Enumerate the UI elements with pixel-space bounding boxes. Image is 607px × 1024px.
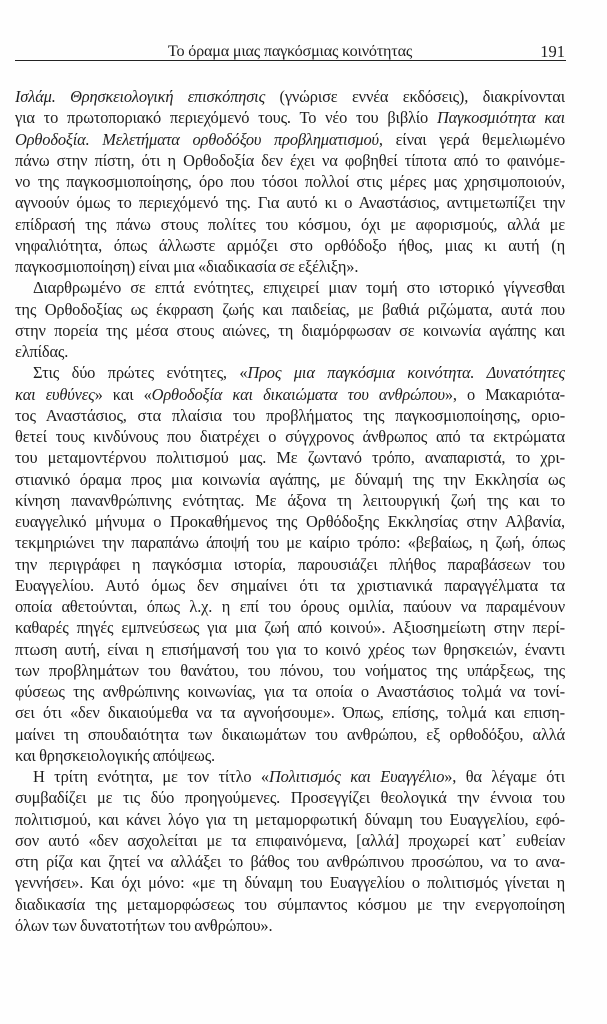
text-span: όλων των δυνατοτήτων του ανθρώπου». xyxy=(15,915,273,935)
text-span: παγκοσμιοποίηση) είναι μια «διαδικασία σε εξέλιξη». xyxy=(15,257,359,276)
text-span: στη ρίζα και ζητεί να αλλάξει το βάθος του ανθρώπινου προσώπου, να το ανα- xyxy=(15,852,565,871)
text-span: της Ορθοδοξίας ως έκφραση ζωής και παιδείας, με βαθιά ριζώματα, αυτά που xyxy=(15,299,565,319)
body-text xyxy=(15,86,565,936)
text-span: ευαγγελικό μήνυμα ο Προκαθήμενος της Ορθόδοξης Εκκλησίας στην Αλβανία, xyxy=(15,512,565,531)
text-span: τος Αναστάσιος, στα πλαίσια του προβλήματος της παγκοσμιοποίησης, οριο- xyxy=(15,405,565,425)
text-line xyxy=(15,894,565,915)
text-span: , είναι γερά θεμελιωμένο xyxy=(378,129,565,149)
text-span: πάνω στην πίστη, ότι η Ορθοδοξία δεν έχει να φοβηθεί τίποτα από το φαινόμε- xyxy=(15,150,565,170)
text-line xyxy=(15,277,565,298)
page-number: 191 xyxy=(540,42,565,61)
header-rule xyxy=(15,60,566,61)
text-span: Στις δύο πρώτες ενότητες, « xyxy=(33,363,248,383)
text-line xyxy=(15,107,565,128)
text-span: νο της παγκοσμιοποίησης, όρο που τόσοι πολλοί στις μέρες μας χρησιμοποιούν, xyxy=(15,172,565,191)
text-span: συμβαδίζει με τις δύο προηγούμενες. Προσεγγίζει θεολογικά την έννοια του xyxy=(15,788,565,808)
text-line xyxy=(15,341,565,362)
text-span: πολιτισμού, και κάνει λόγο για τη μεταμορφωτική δύναμη του Ευαγγελίου, εφό- xyxy=(15,809,565,829)
text-line xyxy=(15,575,565,596)
text-line xyxy=(15,447,565,468)
text-line xyxy=(15,320,565,341)
text-line xyxy=(15,872,565,893)
text-line xyxy=(15,532,565,553)
text-span: Ευαγγελίου. Αυτό όμως δεν σημαίνει ότι τα χριστιανικά παραγγέλματα τα xyxy=(15,575,565,595)
text-line xyxy=(15,851,565,872)
text-span: », ο Μακαριότα- xyxy=(444,384,565,404)
text-line xyxy=(15,681,565,702)
text-span: φύσεως της ανθρώπινης κοινωνίας, για τα οποία ο Αναστάσιος τολμά να τονί- xyxy=(15,682,565,701)
text-span: (γνώρισε εννέα εκδόσεις), διακρίνονται xyxy=(265,87,565,106)
text-span: και θρησκειολογικής απόψεως. xyxy=(15,745,215,765)
text-line xyxy=(15,511,565,532)
text-span: νηφαλιότητα, όπως άλλωστε αρμόζει στο ορθόδοξο ήθος, μιας κι αυτή (η xyxy=(15,235,565,255)
text-line xyxy=(15,596,565,617)
text-line xyxy=(15,192,565,213)
text-line xyxy=(15,660,565,681)
text-span: για το πρωτοποριακό περιεχόμενό τους. Το νέο του βιβλίο xyxy=(15,108,437,128)
text-span: αγνοούν όμως το περιεχόμενό της. Για αυτό κι ο Αναστάσιος, αντιμετωπίζει την xyxy=(15,193,565,213)
text-line xyxy=(15,299,565,320)
italic-title-span: και ευθύνες xyxy=(15,384,95,404)
italic-title-span: Ισλάμ. Θρησκειολογική επισκόπησις xyxy=(15,87,266,106)
text-line xyxy=(15,766,565,787)
text-span: τεκμηριώνει την παραπάνω άποψή του με καίριο τρόπο: «βεβαίως, η ζωή, όπως xyxy=(15,533,565,553)
text-line xyxy=(15,469,565,490)
text-span: Διαρθρωμένο σε επτά ενότητες, επιχειρεί μιαν τομή στο ιστορικό γίγνεσθαι xyxy=(33,278,565,298)
text-line xyxy=(15,787,565,808)
text-span: των προβλημάτων του θανάτου, του πόνου, του νοήματος της υπάρξεως, της xyxy=(15,660,565,680)
text-span: ελπίδας. xyxy=(15,342,69,361)
text-line xyxy=(15,150,565,171)
text-span: οποία αθετούνται, όπως λ.χ. η επί του όρους ομιλία, παύουν να παραμένουν xyxy=(15,597,565,616)
text-line xyxy=(15,362,565,383)
text-span: την περιγράφει η παγκόσμια ιστορία, παρουσιάζει πλήθος παραβάσεων του xyxy=(15,554,565,574)
text-span: του μεταμοντέρνου πολιτισμού μας. Με ζωντανό τρόπο, αναπαριστά, το χρι- xyxy=(15,448,565,468)
text-line xyxy=(15,830,565,851)
running-header xyxy=(15,42,565,60)
text-line xyxy=(15,256,565,277)
text-span: θετεί τους κινδύνους που διατρέχει ο σύγχρονος άνθρωπος από τα εκτρώματα xyxy=(15,427,565,446)
text-span: σει ότι «δεν δικαιούμεθα να τα αγνοήσουμε». Όπως, επίσης, τολμά και επιση- xyxy=(15,703,565,723)
italic-title-span: Προς μια παγκόσμια κοινότητα. Δυνατότητες xyxy=(247,363,565,383)
text-line xyxy=(15,745,565,766)
text-line xyxy=(15,554,565,575)
text-line xyxy=(15,724,565,745)
text-span: επίδρασή της πάνω στους πολίτες του κόσμου, όχι με αφορισμούς, αλλά με xyxy=(15,214,565,234)
text-line xyxy=(15,86,565,107)
text-span: διαδικασία της μεταμορφώσεως του σύμπαντος κόσμου με την ενεργοποίηση xyxy=(15,894,565,914)
text-line xyxy=(15,214,565,235)
text-line xyxy=(15,405,565,426)
text-line xyxy=(15,235,565,256)
text-line xyxy=(15,129,565,150)
text-line xyxy=(15,490,565,511)
text-span: », θα λέγαμε ότι xyxy=(444,767,565,786)
text-span: γεννήσει». Και όχι μόνο: «με τη δύναμη του Ευαγγελίου ο πολιτισμός γίνεται η xyxy=(15,873,565,893)
text-line xyxy=(15,617,565,638)
text-span: στιανικό όραμα προς μια κοινωνία αγάπης, με δύναμή της την Εκκλησία ως xyxy=(15,469,565,489)
text-line xyxy=(15,171,565,192)
text-span: Η τρίτη ενότητα, με τον τίτλο « xyxy=(33,767,269,786)
italic-title-span: Ορθοδοξία. Μελετήματα ορθοδόξου προβληματισμού xyxy=(15,129,379,149)
text-line xyxy=(15,702,565,723)
text-span: » και « xyxy=(94,384,152,404)
italic-title-span: Παγκοσμιότητα και xyxy=(437,108,565,128)
text-span: καθαρές πηγές εμπνεύσεως για μια ζωή από κοινού». Αξιοσημείωτη στην περί- xyxy=(15,618,565,638)
running-title: Το όραμα μιας παγκόσμιας κοινότητας xyxy=(167,42,413,60)
text-line xyxy=(15,809,565,830)
text-span: μαίνει τη σπουδαιότητα των δικαιωμάτων του ανθρώπου, εξ ορθοδόξου, αλλά xyxy=(15,724,565,744)
text-line xyxy=(15,384,565,405)
text-line xyxy=(15,639,565,660)
text-line xyxy=(15,426,565,447)
text-span: κίνηση πανανθρώπινης ενότητας. Με άξονα τη λειτουργική ζωή της και το xyxy=(15,490,565,510)
text-span: στην πορεία της μέσα στους αιώνες, τη διαμόρφωσαν σε κοινωνία αγάπης και xyxy=(15,320,565,340)
text-line xyxy=(15,915,565,936)
italic-title-span: Πολιτισμός και Ευαγγέλιο xyxy=(268,767,445,786)
text-span: πτωση αυτή, είναι η επισήμανσή του για το κοινό χρέος των θρησκειών, έναντι xyxy=(15,639,565,659)
italic-title-span: Ορθοδοξία και δικαιώματα του ανθρώπου xyxy=(151,384,445,404)
text-span: σον αυτό «δεν ασχολείται με τα επιφαινόμενα, [αλλά] προχωρεί κατ᾽ ευθείαν xyxy=(15,830,565,850)
